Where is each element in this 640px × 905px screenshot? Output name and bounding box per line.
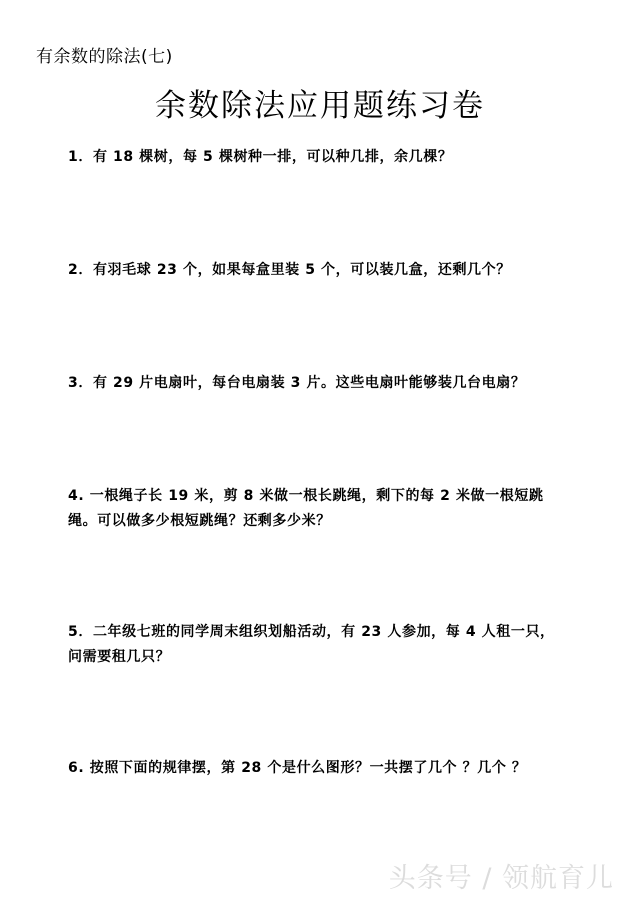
watermark: 头条号 / 领航育儿 (388, 863, 614, 894)
question-4: 4. 一根绳子长 19 米，剪 8 米做一根长跳绳，剩下的每 2 米做一根短跳绳。可以做多少根短跳绳？还剩多少米？ (68, 488, 544, 529)
worksheet-subtitle: 有余数的除法(七) (36, 47, 173, 67)
question-6: 6. 按照下面的规律摆，第 28 个是什么图形？一共摆了几个 ？几个 ？ (68, 760, 527, 776)
question-1: 1．有 18 棵树，每 5 棵树种一排，可以种几排，余几棵？ (68, 149, 453, 165)
question-5: 5．二年级七班的同学周末组织划船活动，有 23 人参加，每 4 人租一只，问需要租几只？ (68, 624, 555, 665)
question-3: 3．有 29 片电扇叶，每台电扇装 3 片。这些电扇叶能够装几台电扇？ (68, 375, 526, 391)
question-2: 2．有羽毛球 23 个，如果每盒里装 5 个，可以装几盒，还剩几个？ (68, 262, 511, 278)
worksheet-title: 余数除法应用题练习卷 (155, 88, 485, 124)
